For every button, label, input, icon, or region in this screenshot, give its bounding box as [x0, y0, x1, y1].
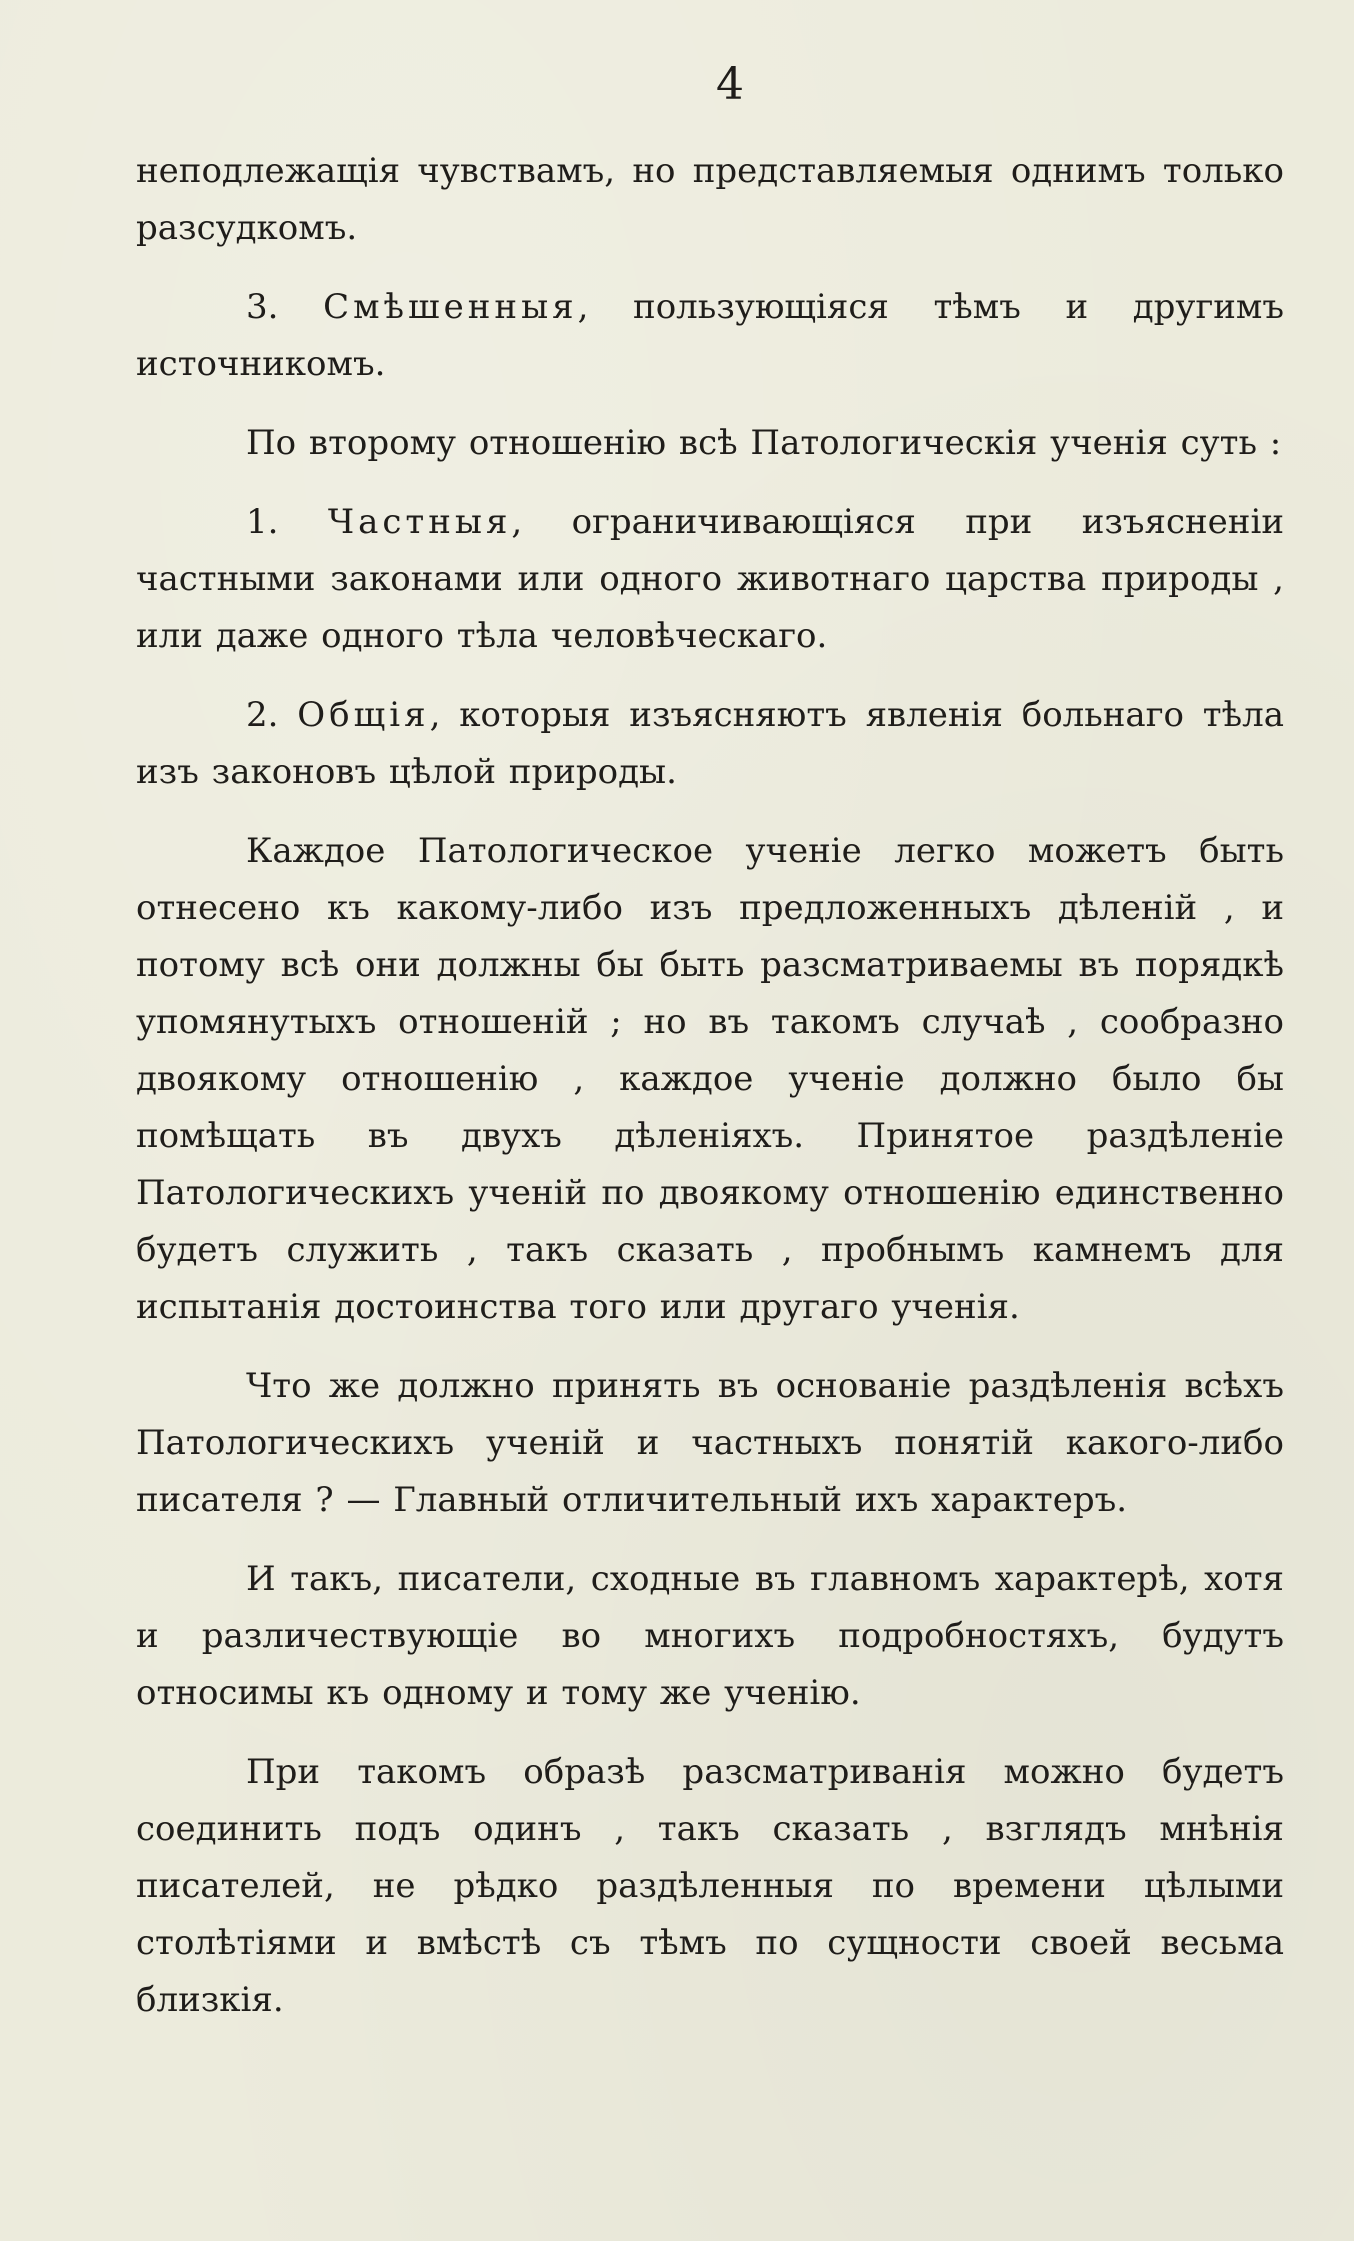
paragraph-6: [136, 823, 1284, 1336]
paragraph-5-term: Общія: [297, 695, 430, 735]
paragraph-2-term: Смѣшенныя: [323, 287, 578, 327]
paragraph-6-text: Каждое Патологическое ученіе легко можетъ быть отнесено къ какому-либо изъ предложенныхъ дѣленій , и потому всѣ они должны бы быть разсматриваемы въ порядкѣ упомянутыхъ отношеній ; но въ такомъ случаѣ , сообразно двоякому отношенію , каждое ученіе должно было бы помѣщать въ двухъ дѣленіяхъ. Принятое раздѣленіе Патологическихъ ученій по двоякому отношенію единственно будетъ служить , такъ сказать , пробнымъ камнемъ для испытанія достоинства того или другаго ученія.: [136, 831, 1284, 1327]
paragraph-5-number: 2.: [246, 695, 279, 735]
paragraph-4-term: Частныя: [327, 502, 512, 542]
paragraph-2: [136, 279, 1284, 393]
paragraph-7-text: Что же должно принять въ основаніе раздѣленія всѣхъ Патологическихъ ученій и частныхъ понятій какого-либо писателя ? — Главный отличительный ихъ характеръ.: [136, 1366, 1284, 1520]
paragraph-3: [136, 415, 1284, 472]
paragraph-8-text: И такъ, писатели, сходные въ главномъ характерѣ, хотя и различествующіе во многихъ подробностяхъ, будутъ относимы къ одному и тому же ученію.: [136, 1559, 1284, 1713]
paragraph-5-text: , которыя изъясняютъ явленія больнаго тѣла изъ законовъ цѣлой природы.: [136, 695, 1284, 792]
paragraph-8: [136, 1551, 1284, 1722]
paragraph-5: [136, 687, 1284, 801]
page-number: 4: [716, 59, 744, 110]
paragraph-7: [136, 1358, 1284, 1529]
paragraph-9: [136, 1744, 1284, 2029]
paragraph-2-number: 3.: [246, 287, 279, 327]
paragraph-1-text: неподлежащія чувствамъ, но представляемыя однимъ только разсудкомъ.: [136, 151, 1284, 248]
paragraph-1: [136, 143, 1284, 257]
paragraph-4: [136, 494, 1284, 665]
paragraph-9-text: При такомъ образѣ разсматриванія можно будетъ соединить подъ одинъ , такъ сказать , взглядъ мнѣнія писателей, не рѣдко раздѣленныя по времени цѣлыми столѣтіями и вмѣстѣ съ тѣмъ по сущности своей весьма близкія.: [136, 1752, 1284, 2020]
paragraph-4-text: , ограничивающіяся при изъясненіи частными законами или одного животнаго царства природы , или даже одного тѣла человѣческаго.: [136, 502, 1284, 656]
paragraph-3-text: По второму отношенію всѣ Патологическія ученія суть :: [246, 423, 1282, 463]
paragraph-4-number: 1.: [246, 502, 279, 542]
paragraph-2-text: , пользующіяся тѣмъ и другимъ источникомъ.: [136, 287, 1284, 384]
